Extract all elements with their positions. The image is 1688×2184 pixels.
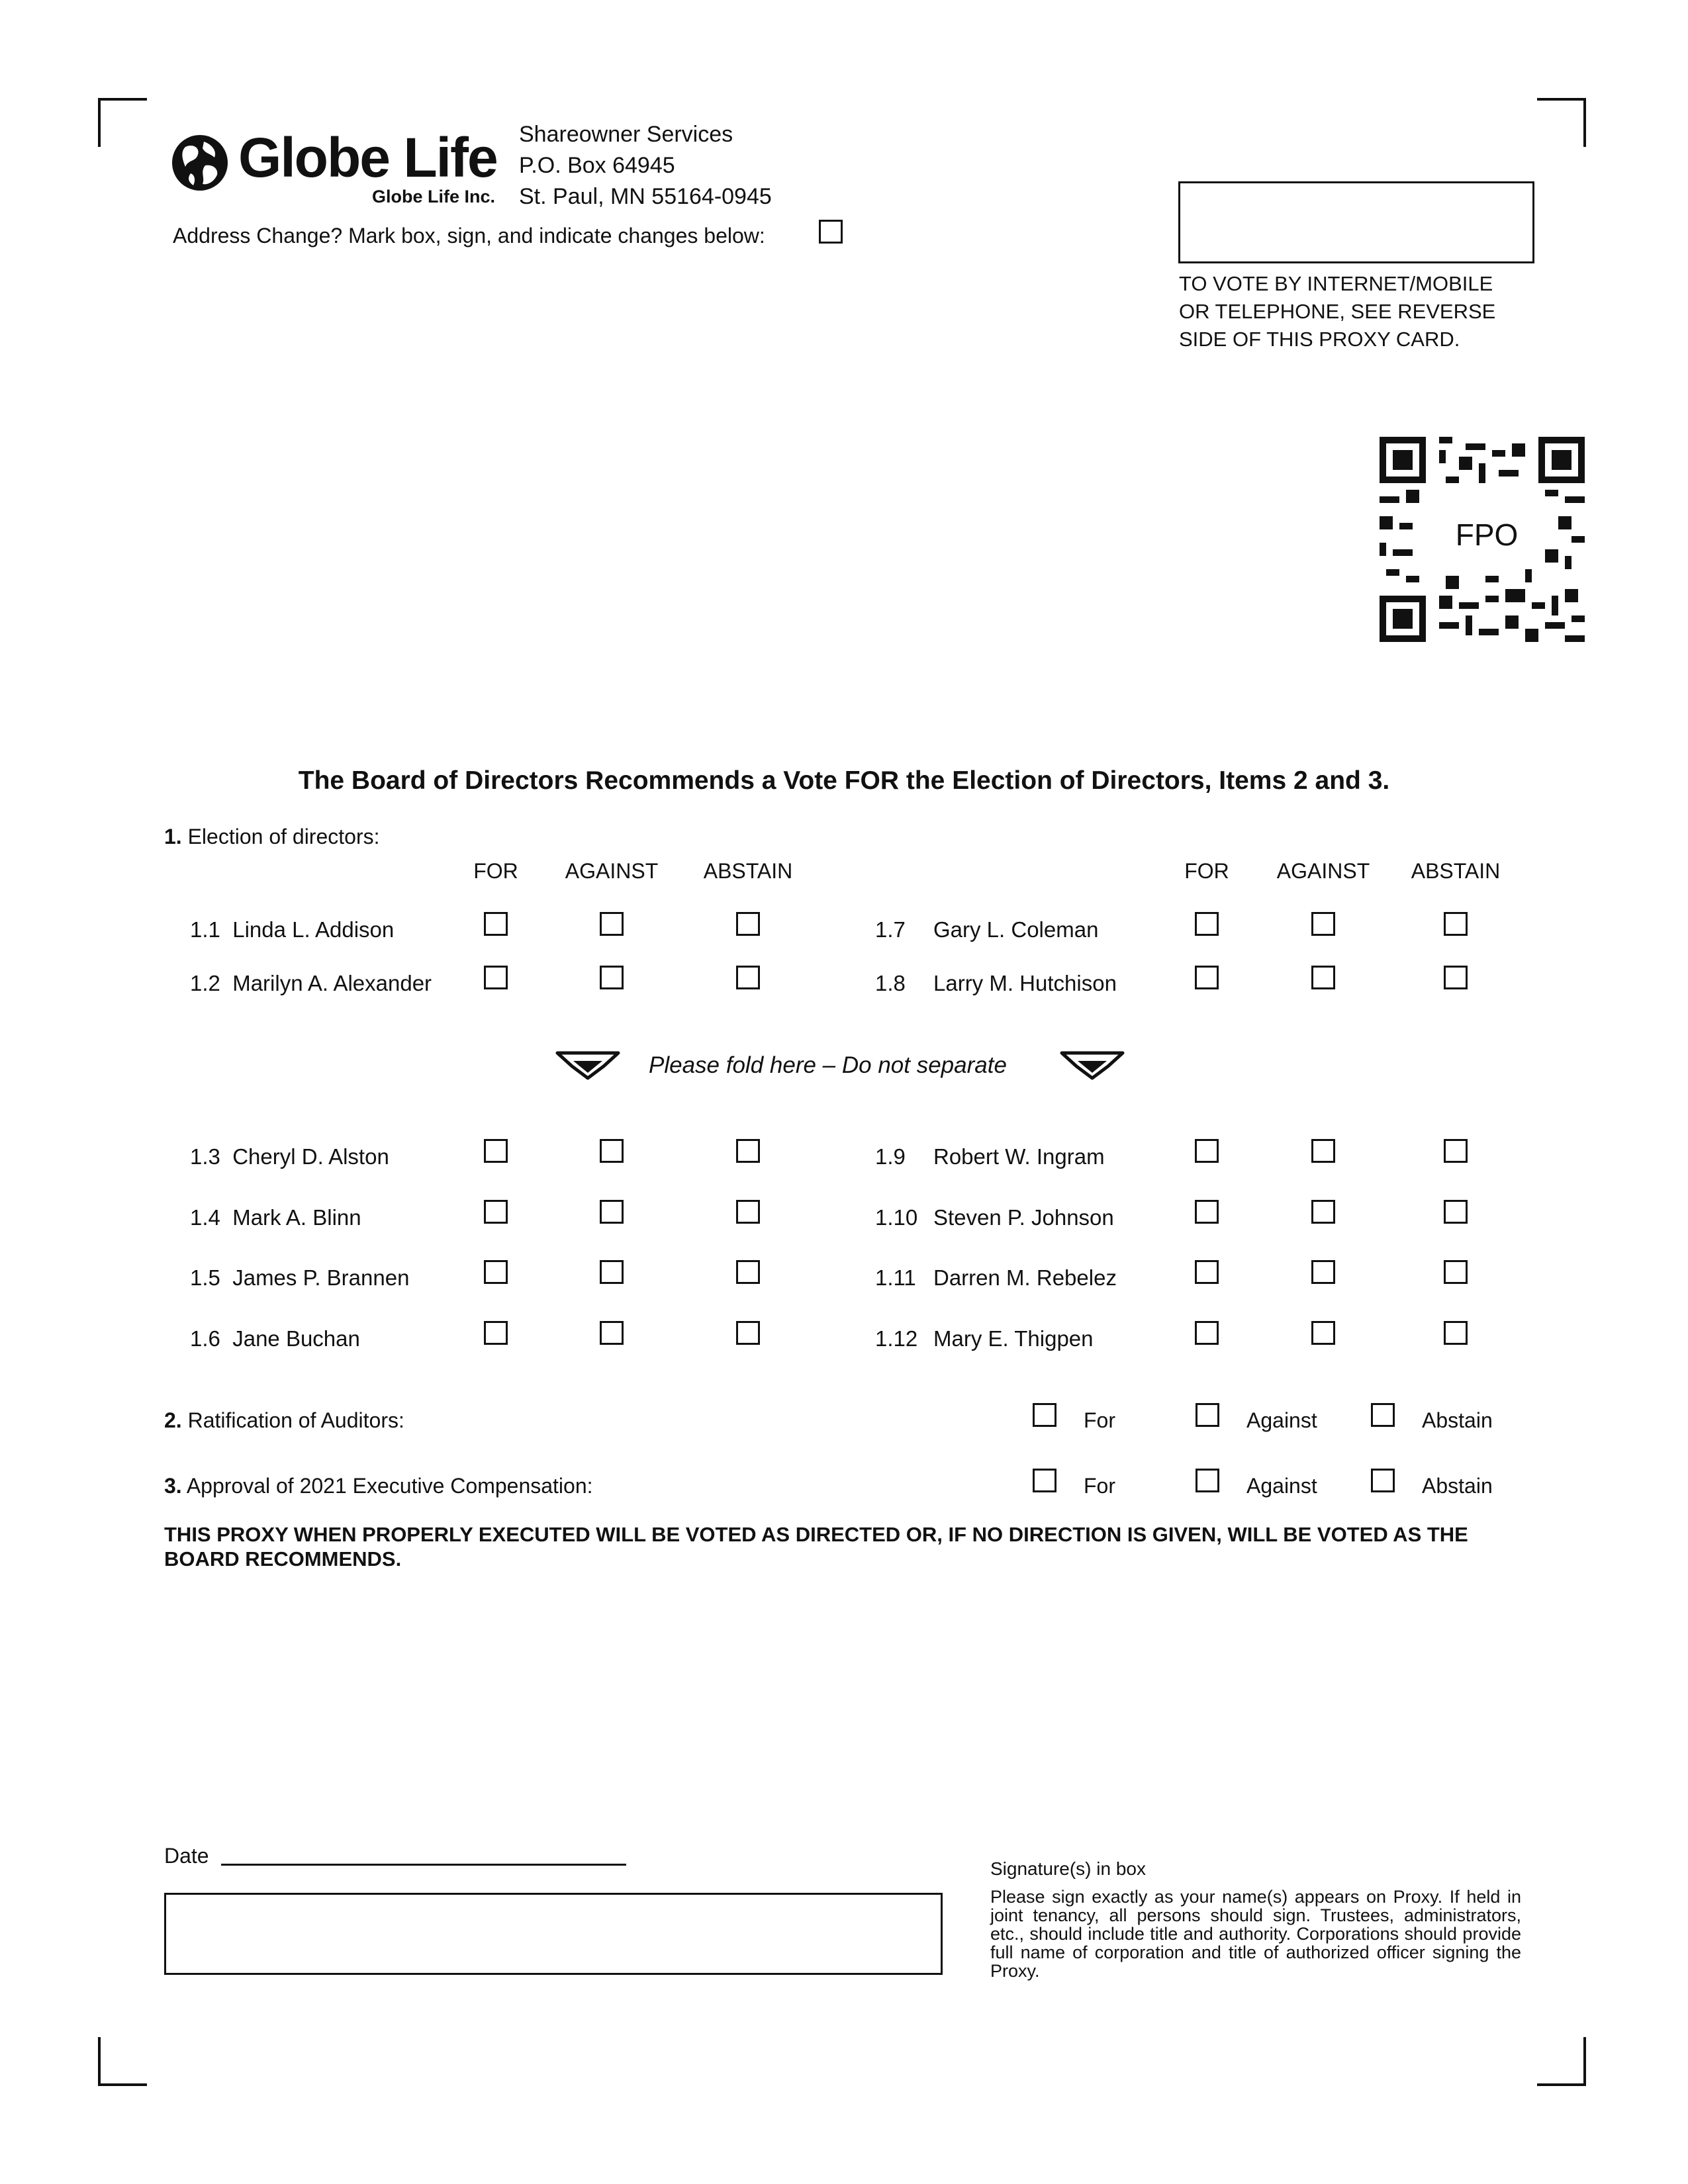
item-3-against-checkbox[interactable] [1196,1469,1219,1492]
director-name: Linda L. Addison [232,917,395,942]
qr-label: FPO [1455,518,1519,552]
item-2-against-label: Against [1246,1408,1317,1432]
director-1-6-abstain-checkbox[interactable] [736,1321,760,1345]
item-1-label [164,825,379,849]
director-row [190,1265,409,1291]
director-row [190,917,394,942]
director-1-8-for-checkbox[interactable] [1195,966,1219,989]
director-1-12-for-checkbox[interactable] [1195,1321,1219,1345]
item-1-number: 1. [164,825,182,848]
logo-sub: Globe Life Inc. [372,187,496,206]
director-name: Mark A. Blinn [232,1205,361,1230]
proxy-statement: THIS PROXY WHEN PROPERLY EXECUTED WILL BE VOTED AS DIRECTED OR, IF NO DIRECTION IS GIVEN, WILL BE VOTED AS THE BOARD RECOMMENDS. [164,1523,1468,1570]
address-change-label: Address Change? Mark box, sign, and indicate changes below: [173,224,765,248]
director-name: James P. Brannen [232,1265,410,1290]
item-2-label [164,1408,404,1433]
director-1-10-for-checkbox[interactable] [1195,1200,1219,1224]
item-3-abstain-checkbox[interactable] [1371,1469,1395,1492]
item-2-abstain-label: Abstain [1422,1408,1493,1432]
mailing-address [519,119,772,212]
director-1-12-against-checkbox[interactable] [1311,1321,1335,1345]
item-2-for-checkbox[interactable] [1033,1403,1056,1427]
director-1-4-against-checkbox[interactable] [600,1200,624,1224]
vote-notice [1179,270,1495,353]
director-number: 1.2 [190,971,220,995]
director-row [190,1205,361,1230]
director-1-9-for-checkbox[interactable] [1195,1139,1219,1163]
item-2-text: Ratification of Auditors: [187,1408,404,1432]
vote-notice-line-2: OR TELEPHONE, SEE REVERSE [1179,300,1496,323]
director-number: 1.11 [875,1265,916,1290]
director-number: 1.7 [875,917,906,942]
item-3-abstain-label: Abstain [1422,1474,1493,1498]
crop-mark-bottom-left-v [98,2037,101,2086]
director-1-8-against-checkbox[interactable] [1311,966,1335,989]
director-name: Cheryl D. Alston [232,1144,389,1169]
director-number: 1.12 [875,1326,918,1351]
item-2-number: 2. [164,1408,182,1432]
column-header-for-right: FOR [1184,859,1229,883]
item-3-for-label: For [1084,1474,1115,1498]
vote-notice-line-1: TO VOTE BY INTERNET/MOBILE [1179,272,1493,295]
column-header-against-left: AGAINST [565,859,659,883]
director-1-8-abstain-checkbox[interactable] [1444,966,1468,989]
director-1-11-against-checkbox[interactable] [1311,1260,1335,1284]
qr-label-box [1438,511,1536,559]
director-name: Jane Buchan [232,1326,360,1351]
date-label: Date [164,1844,209,1868]
director-1-1-against-checkbox[interactable] [600,912,624,936]
director-number: 1.4 [190,1205,220,1230]
director-number: 1.9 [875,1144,906,1169]
director-1-2-against-checkbox[interactable] [600,966,624,989]
signature-title: Signature(s) in box [990,1858,1147,1879]
director-1-3-for-checkbox[interactable] [484,1139,508,1163]
director-number: 1.10 [875,1205,918,1230]
item-2-against-checkbox[interactable] [1196,1403,1219,1427]
fold-arrow-right-icon [1059,1049,1125,1082]
item-3-against-label: Against [1246,1474,1317,1498]
crop-mark-top-right-h [1537,98,1586,101]
crop-mark-top-left-v [98,98,101,147]
director-1-1-abstain-checkbox[interactable] [736,912,760,936]
director-number: 1.3 [190,1144,220,1169]
fold-arrow-left-icon [555,1049,621,1082]
director-1-3-abstain-checkbox[interactable] [736,1139,760,1163]
director-name: Darren M. Rebelez [933,1265,1117,1290]
director-row [190,1144,389,1169]
director-row [190,1326,360,1351]
item-3-text: Approval of 2021 Executive Compensation: [186,1474,593,1498]
director-1-10-abstain-checkbox[interactable] [1444,1200,1468,1224]
company-logo [171,126,502,209]
crop-mark-top-left-h [98,98,147,101]
address-line-2: P.O. Box 64945 [519,153,675,178]
item-2-abstain-checkbox[interactable] [1371,1403,1395,1427]
director-1-11-abstain-checkbox[interactable] [1444,1260,1468,1284]
item-3-for-checkbox[interactable] [1033,1469,1056,1492]
director-name: Larry M. Hutchison [933,971,1117,995]
director-number: 1.8 [875,971,906,995]
date-line[interactable] [221,1864,626,1866]
director-1-3-against-checkbox[interactable] [600,1139,624,1163]
director-row [190,971,432,996]
director-1-9-abstain-checkbox[interactable] [1444,1139,1468,1163]
column-header-abstain-right: ABSTAIN [1411,859,1501,883]
director-1-5-for-checkbox[interactable] [484,1260,508,1284]
director-1-7-for-checkbox[interactable] [1195,912,1219,936]
control-number-box [1178,181,1534,263]
director-1-5-abstain-checkbox[interactable] [736,1260,760,1284]
director-1-2-abstain-checkbox[interactable] [736,966,760,989]
director-number: 1.1 [190,917,220,942]
director-name: Marilyn A. Alexander [232,971,432,995]
director-1-12-abstain-checkbox[interactable] [1444,1321,1468,1345]
director-name: Gary L. Coleman [933,917,1099,942]
signature-instructions: Please sign exactly as your name(s) appears on Proxy. If held in joint tenancy, all persons should sign. Trustees, administrators, etc., should include title and authority. Corporations should provide full name of corporation and title of authorized officer signing the Proxy. [990,1887,1521,1981]
crop-mark-bottom-right-v [1583,2037,1586,2086]
signature-box[interactable] [164,1893,943,1975]
address-line-3: St. Paul, MN 55164-0945 [519,184,772,209]
director-1-2-for-checkbox[interactable] [484,966,508,989]
director-1-9-against-checkbox[interactable] [1311,1139,1335,1163]
vote-notice-line-3: SIDE OF THIS PROXY CARD. [1179,328,1460,351]
director-name: Steven P. Johnson [933,1205,1114,1230]
item-3-label [164,1474,593,1498]
globe-icon [171,134,229,192]
director-1-10-against-checkbox[interactable] [1311,1200,1335,1224]
column-header-abstain-left: ABSTAIN [703,859,793,883]
logo-name: Globe Life [238,126,497,189]
director-1-4-for-checkbox[interactable] [484,1200,508,1224]
address-change-checkbox[interactable] [819,220,843,244]
director-name: Robert W. Ingram [933,1144,1105,1169]
item-2-for-label: For [1084,1408,1115,1432]
director-number: 1.5 [190,1265,220,1290]
director-1-11-for-checkbox[interactable] [1195,1260,1219,1284]
column-header-against-right: AGAINST [1276,859,1370,883]
director-name: Mary E. Thigpen [933,1326,1094,1351]
address-line-1: Shareowner Services [519,122,733,147]
crop-mark-top-right-v [1583,98,1586,147]
qr-code [1380,437,1585,642]
column-header-for-left: FOR [473,859,518,883]
item-1-text: Election of directors: [187,825,380,848]
director-1-6-against-checkbox[interactable] [600,1321,624,1345]
director-1-7-abstain-checkbox[interactable] [1444,912,1468,936]
board-recommendation: The Board of Directors Recommends a Vote FOR the Election of Directors, Items 2 and 3. [298,766,1390,795]
crop-mark-bottom-right-h [1537,2083,1586,2086]
director-number: 1.6 [190,1326,220,1351]
fold-instruction: Please fold here – Do not separate [649,1052,1007,1078]
director-1-1-for-checkbox[interactable] [484,912,508,936]
director-1-5-against-checkbox[interactable] [600,1260,624,1284]
director-1-7-against-checkbox[interactable] [1311,912,1335,936]
item-3-number: 3. [164,1474,182,1498]
crop-mark-bottom-left-h [98,2083,147,2086]
director-1-4-abstain-checkbox[interactable] [736,1200,760,1224]
director-1-6-for-checkbox[interactable] [484,1321,508,1345]
